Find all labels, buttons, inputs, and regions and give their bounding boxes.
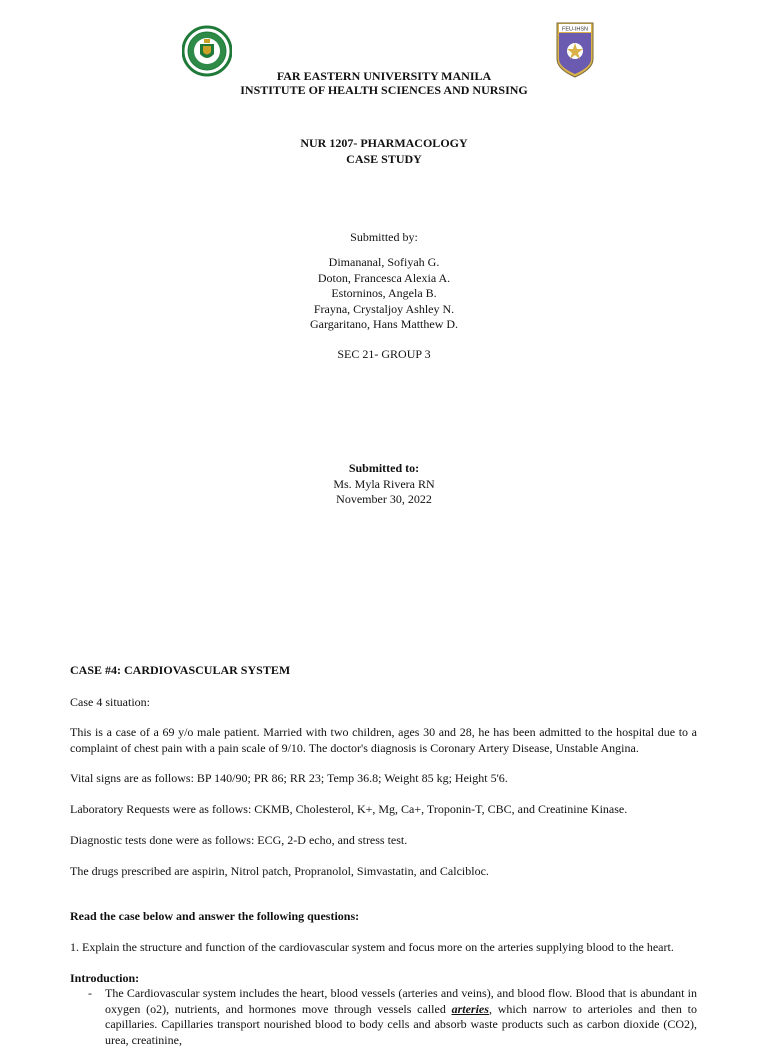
university-name: FAR EASTERN UNIVERSITY MANILA bbox=[276, 69, 492, 83]
intro-text-before: The Cardiovascular system includes the heart, blood vessels (arteries and veins), and blood flow. Blood that is abundant in oxygen (o2), nutrients, and hormones move through vessels called bbox=[105, 986, 697, 1016]
case-paragraph: This is a case of a 69 y/o male patient. Married with two children, ages 30 and 28, he has been admitted to the hospital due to a complaint of chest pain with a pain scale of 9/10. The doctor's diagnosis is Coronary Artery Disease, Unstable Angina. bbox=[70, 725, 697, 755]
arteries-emphasis: arteries bbox=[451, 1001, 489, 1016]
vital-signs: Vital signs are as follows: BP 140/90; PR 86; RR 23; Temp 36.8; Weight 85 kg; Height 5'6. bbox=[70, 771, 508, 785]
document-type: CASE STUDY bbox=[346, 151, 422, 166]
section-group: SEC 21- GROUP 3 bbox=[337, 347, 431, 361]
member-name: Doton, Francesca Alexia A. bbox=[317, 270, 451, 285]
list-item bbox=[88, 986, 697, 1048]
member-list bbox=[0, 255, 768, 333]
submitted-to-label: Submitted to: bbox=[348, 461, 420, 475]
prescribed-drugs: The drugs prescribed are aspirin, Nitrol patch, Propranolol, Simvastatin, and Calcibloc. bbox=[70, 864, 489, 878]
submitted-by-label: Submitted by: bbox=[350, 230, 418, 244]
questions-instruction: Read the case below and answer the following questions: bbox=[70, 909, 360, 923]
course-code: NUR 1207- PHARMACOLOGY bbox=[300, 136, 468, 150]
submission-date: November 30, 2022 bbox=[336, 492, 432, 506]
member-name: Gargaritano, Hans Matthew D. bbox=[309, 317, 459, 331]
diagnostic-tests: Diagnostic tests done were as follows: ECG, 2-D echo, and stress test. bbox=[70, 833, 408, 847]
member-name: Frayna, Crystaljoy Ashley N. bbox=[313, 301, 455, 316]
university-header bbox=[0, 69, 768, 98]
introduction-heading: Introduction: bbox=[70, 971, 140, 985]
case-heading: CASE #4: CARDIOVASCULAR SYSTEM bbox=[70, 663, 291, 677]
bullet-dash: - bbox=[88, 986, 92, 1000]
instructor-name: Ms. Myla Rivera RN bbox=[333, 476, 435, 491]
submitted-to-block bbox=[0, 461, 768, 508]
laboratory-requests: Laboratory Requests were as follows: CKMB, Cholesterol, K+, Mg, Ca+, Troponin-T, CBC, and Creatinine Kinase. bbox=[70, 802, 628, 816]
member-name: Estorninos, Angela B. bbox=[331, 286, 437, 300]
introduction-list bbox=[88, 986, 697, 1048]
case-situation-label: Case 4 situation: bbox=[70, 695, 150, 709]
intro-text-after: , which narrow to arterioles and then to capillaries. Capillaries transport nourished blood to body cells and absorb waste products such as carbon dioxide (CO2), urea, creatinine, bbox=[105, 1001, 697, 1047]
question-1: 1. Explain the structure and function of the cardiovascular system and focus more on the arteries supplying blood to the heart. bbox=[70, 940, 674, 954]
member-name: Dimananal, Sofiyah G. bbox=[328, 255, 440, 269]
course-title bbox=[0, 136, 768, 167]
institute-name: INSTITUTE OF HEALTH SCIENCES AND NURSING bbox=[240, 82, 528, 97]
logo-text: FEU-IHSN bbox=[562, 26, 588, 33]
